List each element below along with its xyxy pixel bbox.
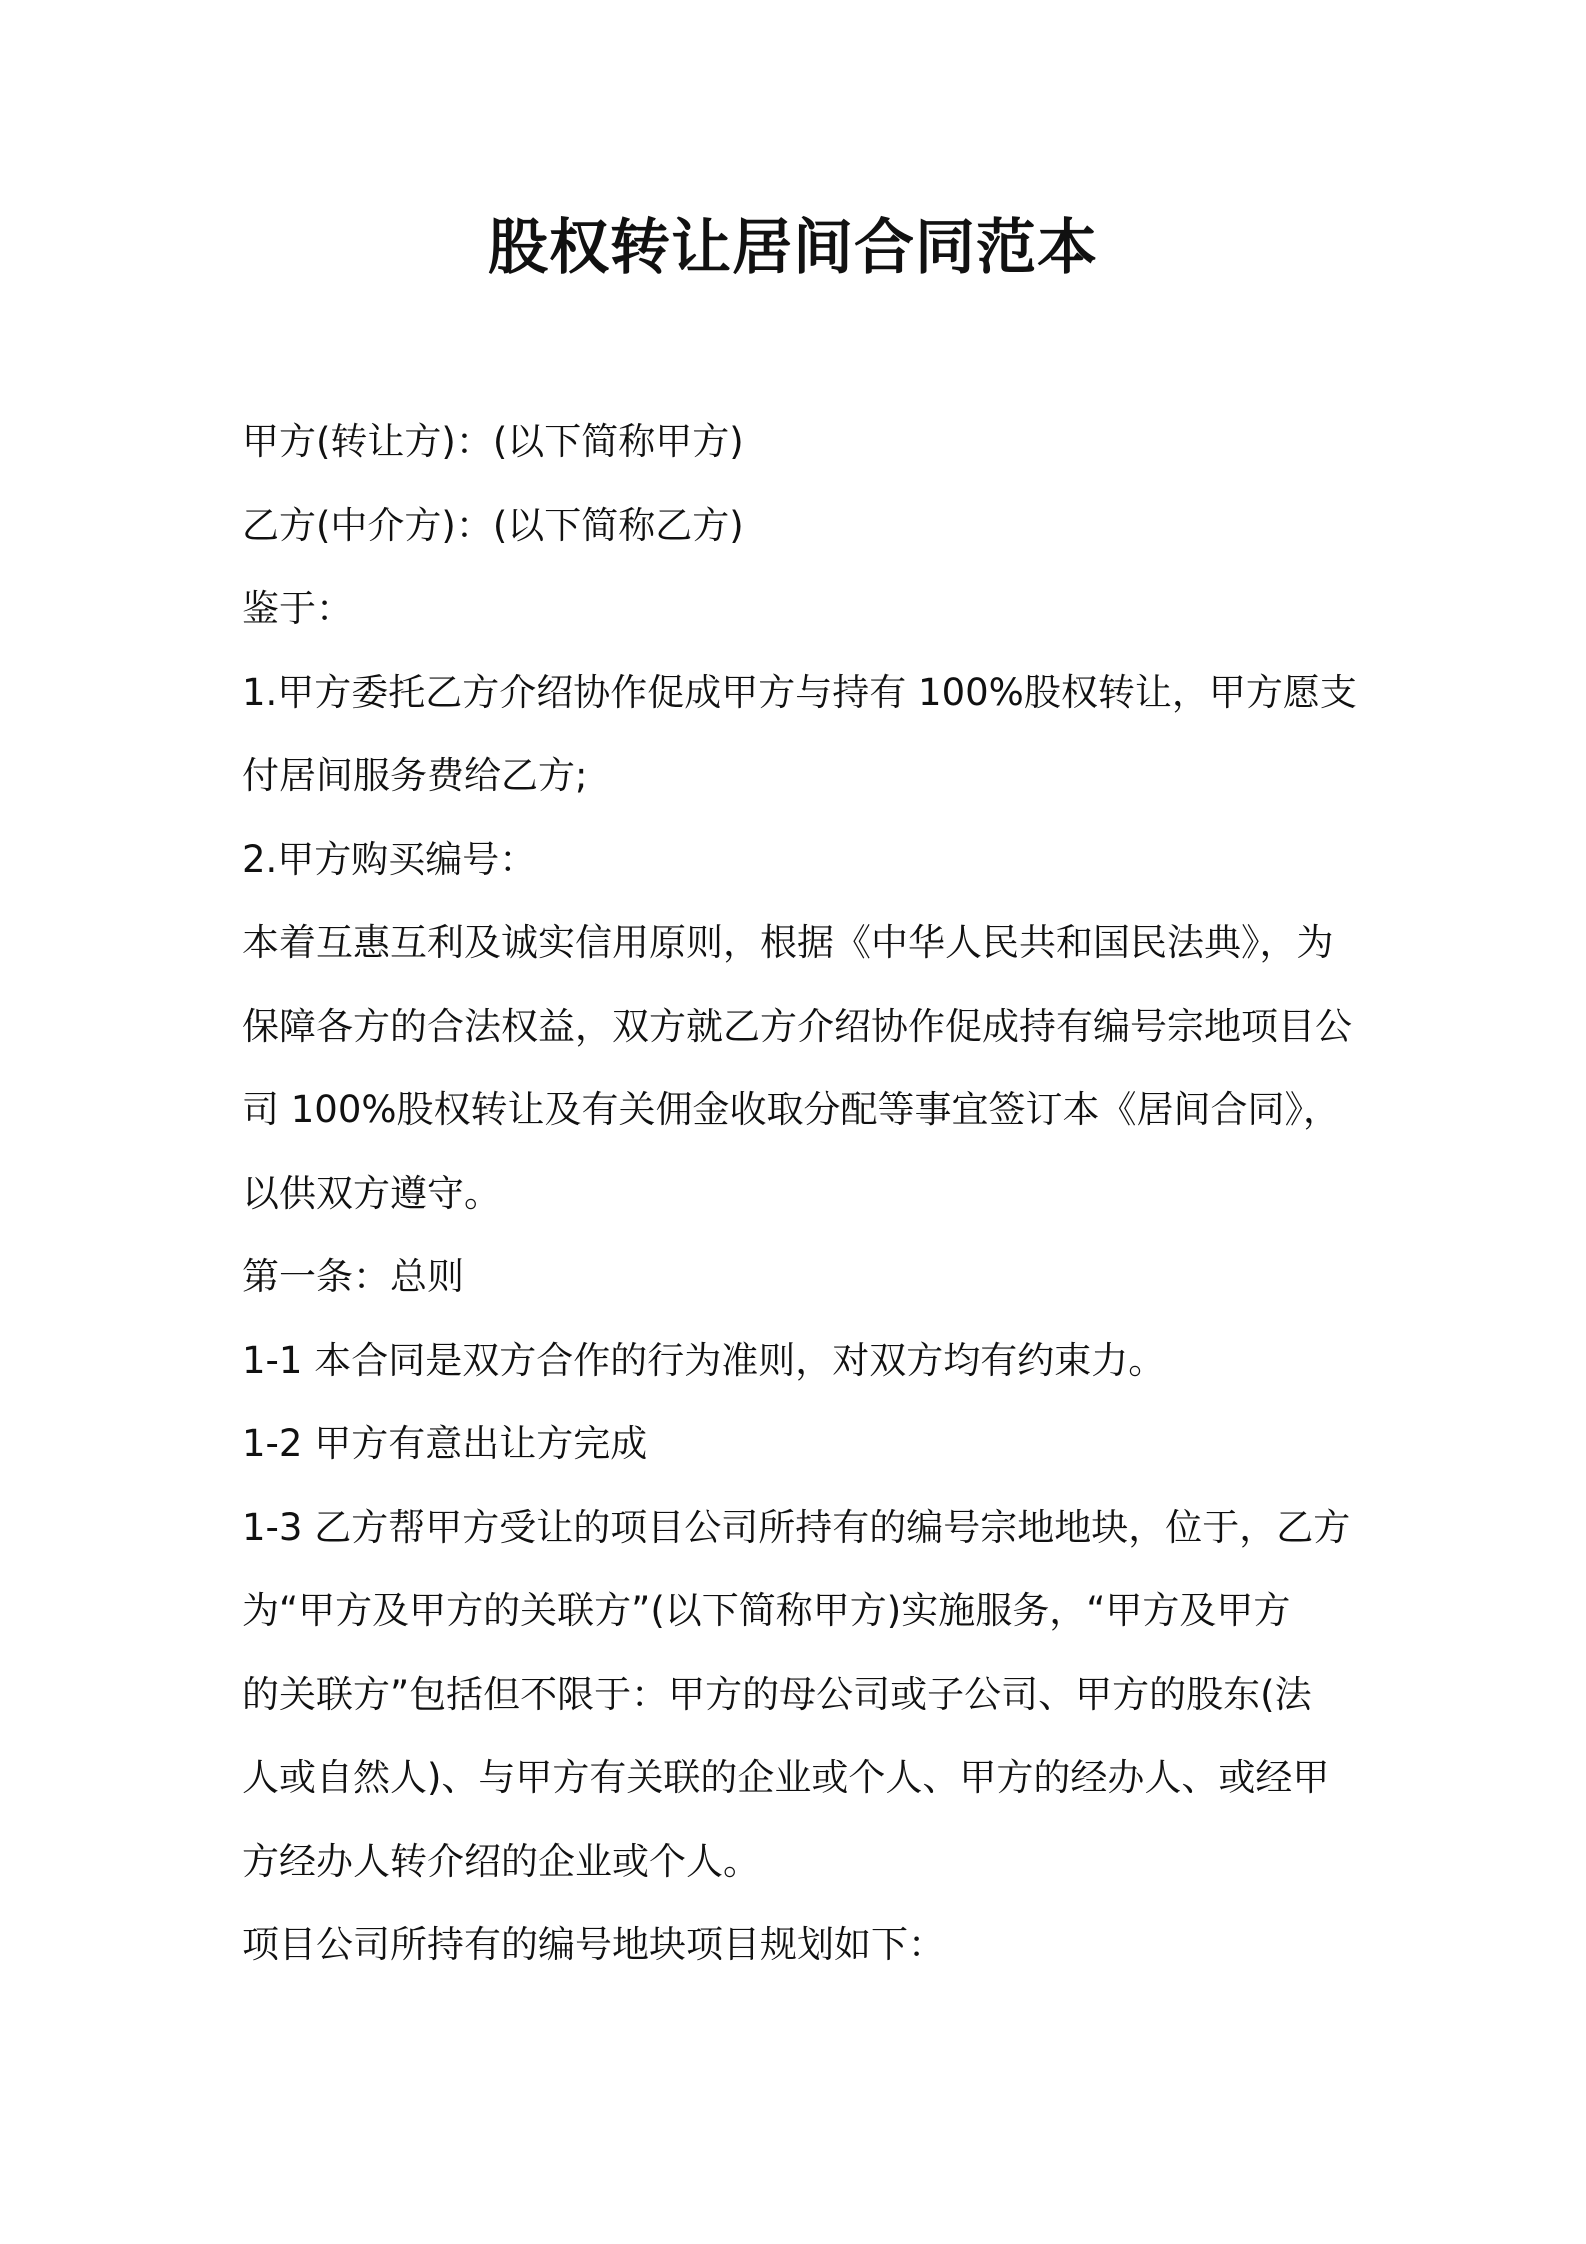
clause-1-3-line-4: 人或自然人)、与甲方有关联的企业或个人、甲方的经办人、或经甲 (242, 1756, 1330, 1799)
clause-1-1: 1-1 本合同是双方合作的行为准则，对双方均有约束力。 (242, 1338, 1166, 1382)
document-title: 股权转让居间合同范本 (488, 213, 1098, 283)
clause-1-3-line-1: 1-3 乙方帮甲方受让的项目公司所持有的编号宗地地块，位于，乙方 (242, 1505, 1351, 1549)
document-body (242, 400, 1360, 1987)
clause-1-3-line-3: 的关联方”包括但不限于：甲方的母公司或子公司、甲方的股东(法 (242, 1672, 1312, 1716)
party-b-line: 乙方(中介方)：(以下简称乙方) (242, 503, 744, 547)
recital-2-line: 2.甲方购买编号： (242, 837, 537, 881)
whereas-heading: 鉴于： (242, 587, 353, 630)
preamble-line-1: 本着互惠互利及诚实信用原则，根据《中华人民共和国民法典》，为 (242, 921, 1334, 964)
preamble-line-4: 以供双方遵守。 (242, 1171, 501, 1215)
clause-1-3-line-5: 方经办人转介绍的企业或个人。 (242, 1839, 760, 1883)
clause-1-3-line-2: 为“甲方及甲方的关联方”(以下简称甲方)实施服务，“甲方及甲方 (242, 1589, 1291, 1632)
recital-1-line-2: 付居间服务费给乙方; (242, 754, 588, 797)
preamble-line-3: 司 100%股权转让及有关佣金收取分配等事宜签订本《居间合同》， (242, 1088, 1341, 1131)
project-planning-line: 项目公司所持有的编号地块项目规划如下： (242, 1923, 945, 1966)
clause-1-2: 1-2 甲方有意出让方完成 (242, 1422, 648, 1465)
recital-1-line-1: 1.甲方委托乙方介绍协作促成甲方与持有 100%股权转让，甲方愿支 (242, 670, 1357, 714)
preamble-line-2: 保障各方的合法权益，双方就乙方介绍协作促成持有编号宗地项目公 (242, 1004, 1352, 1048)
article-1-heading: 第一条：总则 (242, 1255, 464, 1298)
party-a-line: 甲方(转让方)：(以下简称甲方) (242, 420, 744, 463)
